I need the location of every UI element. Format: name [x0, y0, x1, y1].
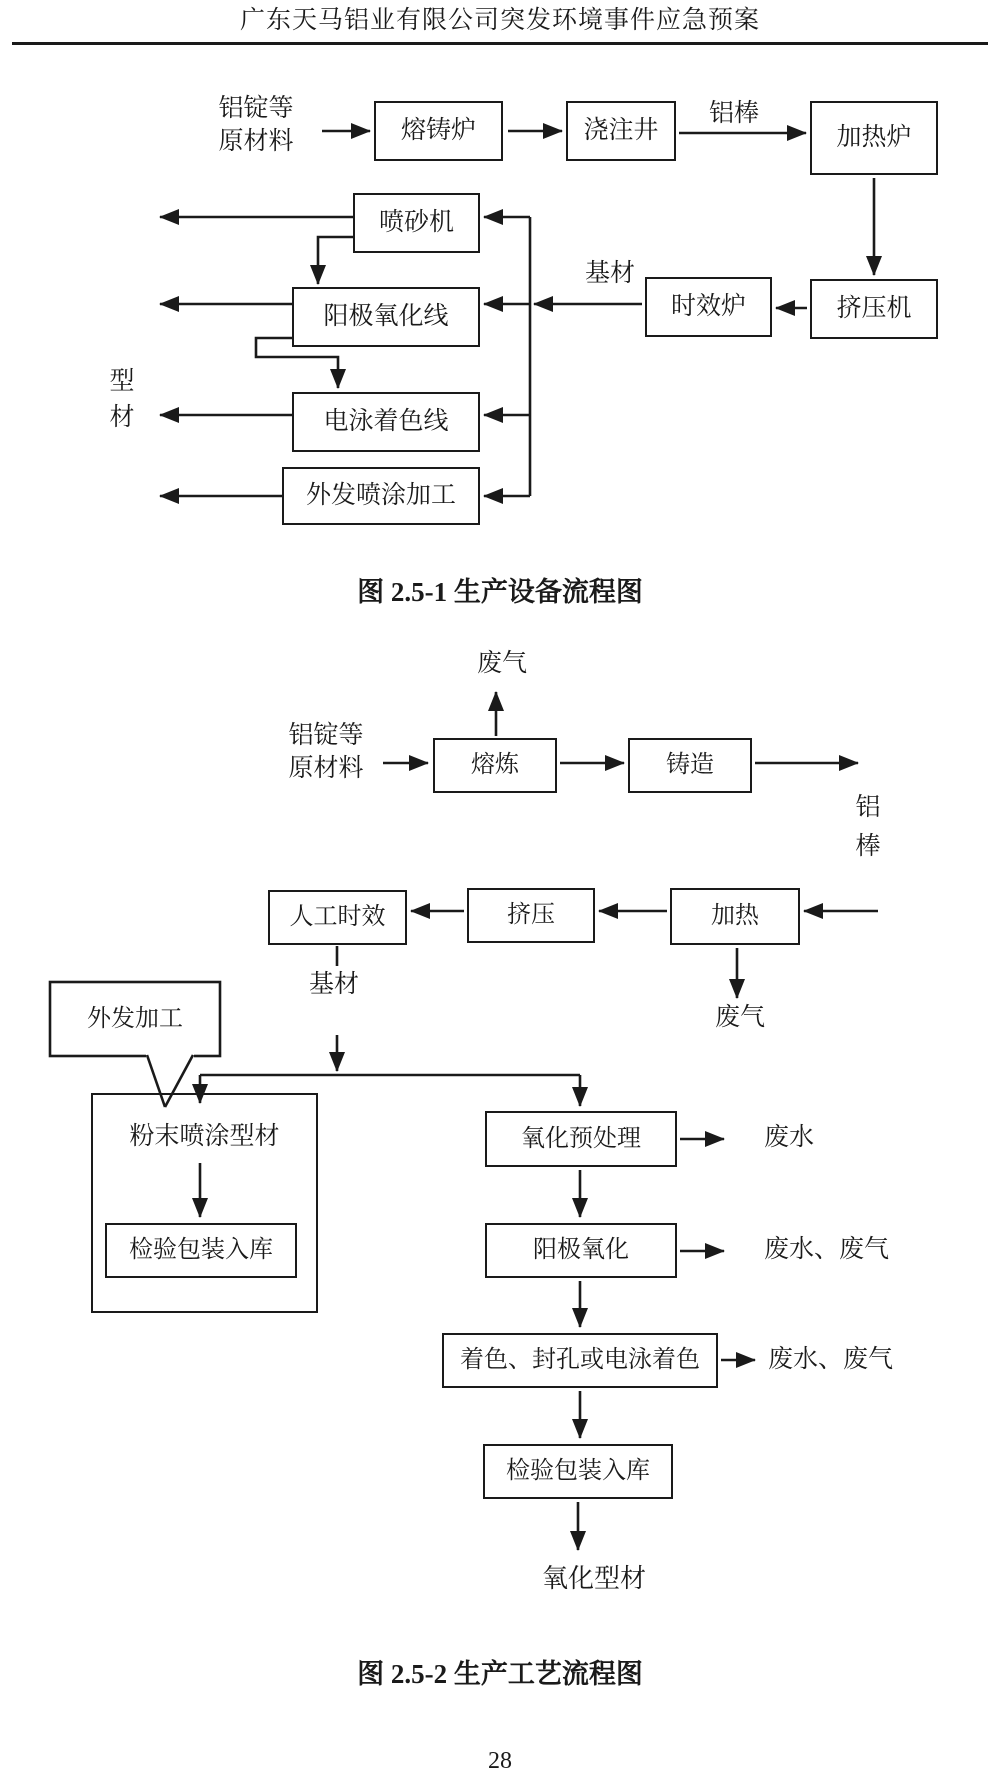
box-sandblasting-machine: 喷砂机: [353, 193, 480, 253]
box-melting: 熔炼: [433, 738, 557, 793]
connector-sandblasting-to-anodizing: [318, 237, 353, 284]
box-anodizing: 阳极氧化: [485, 1223, 677, 1278]
box-artificial-aging: 人工时效: [268, 890, 407, 945]
label-waste-gas-melting: 废气: [476, 650, 527, 677]
callout-tail-gap: [146, 1052, 194, 1058]
callout-outsourced-processing-text: 外发加工: [87, 1006, 183, 1032]
label-raw-material-line1: 铝锭等: [218, 95, 294, 122]
document-header-title: 广东天马铝业有限公司突发环境事件应急预案: [239, 7, 760, 34]
box-anodizing-line: 阳极氧化线: [292, 287, 480, 347]
label-waste-gas-heating: 废气: [714, 1004, 765, 1031]
figure2-caption: 图 2.5-2 生产工艺流程图: [357, 1659, 643, 1689]
label-waste-water: 废水: [764, 1124, 815, 1151]
box-melting-furnace: 熔铸炉: [374, 101, 503, 161]
box-outsourced-spray-processing: 外发喷涂加工: [282, 467, 480, 525]
label-profile-char2: 材: [109, 404, 135, 431]
label-aluminum-rod2-char1: 铝: [855, 794, 881, 821]
box-aging-furnace: 时效炉: [645, 277, 772, 337]
label-base-material-fig1: 基材: [584, 260, 635, 287]
label-aluminum-rod2-char2: 棒: [855, 833, 881, 860]
box-coloring-sealing-electrophoresis: 着色、封孔或电泳着色: [442, 1333, 718, 1388]
box-oxidation-pretreatment: 氧化预处理: [485, 1111, 677, 1167]
box-extrusion-machine: 挤压机: [810, 279, 938, 339]
box-heating: 加热: [670, 888, 800, 945]
box-pouring-well: 浇注井: [566, 101, 676, 161]
label-powder-spray-profile: 粉末喷涂型材: [129, 1123, 280, 1150]
label-waste-water-gas-anodizing: 废水、废气: [764, 1236, 890, 1263]
label-waste-water-gas-coloring: 废水、废气: [768, 1346, 894, 1373]
label-oxidized-profile: 氧化型材: [541, 1564, 646, 1593]
label-raw-material2-line1: 铝锭等: [288, 722, 364, 749]
label-aluminum-rod: 铝棒: [708, 100, 759, 127]
box-electrophoretic-coloring-line: 电泳着色线: [292, 392, 480, 452]
label-profile-char1: 型: [109, 368, 135, 395]
box-casting: 铸造: [628, 738, 752, 793]
label-raw-material2-line2: 原材料: [288, 755, 364, 782]
label-raw-material-line2: 原材料: [218, 128, 294, 155]
page-number: 28: [488, 1748, 512, 1774]
figure1-caption: 图 2.5-1 生产设备流程图: [357, 577, 643, 607]
box-extrusion: 挤压: [467, 888, 595, 943]
box-inspection-packaging-right: 检验包装入库: [483, 1444, 673, 1499]
box-heating-furnace: 加热炉: [810, 101, 938, 175]
box-inspection-packaging-left: 检验包装入库: [105, 1223, 297, 1278]
label-base-material-fig2: 基材: [308, 971, 359, 998]
